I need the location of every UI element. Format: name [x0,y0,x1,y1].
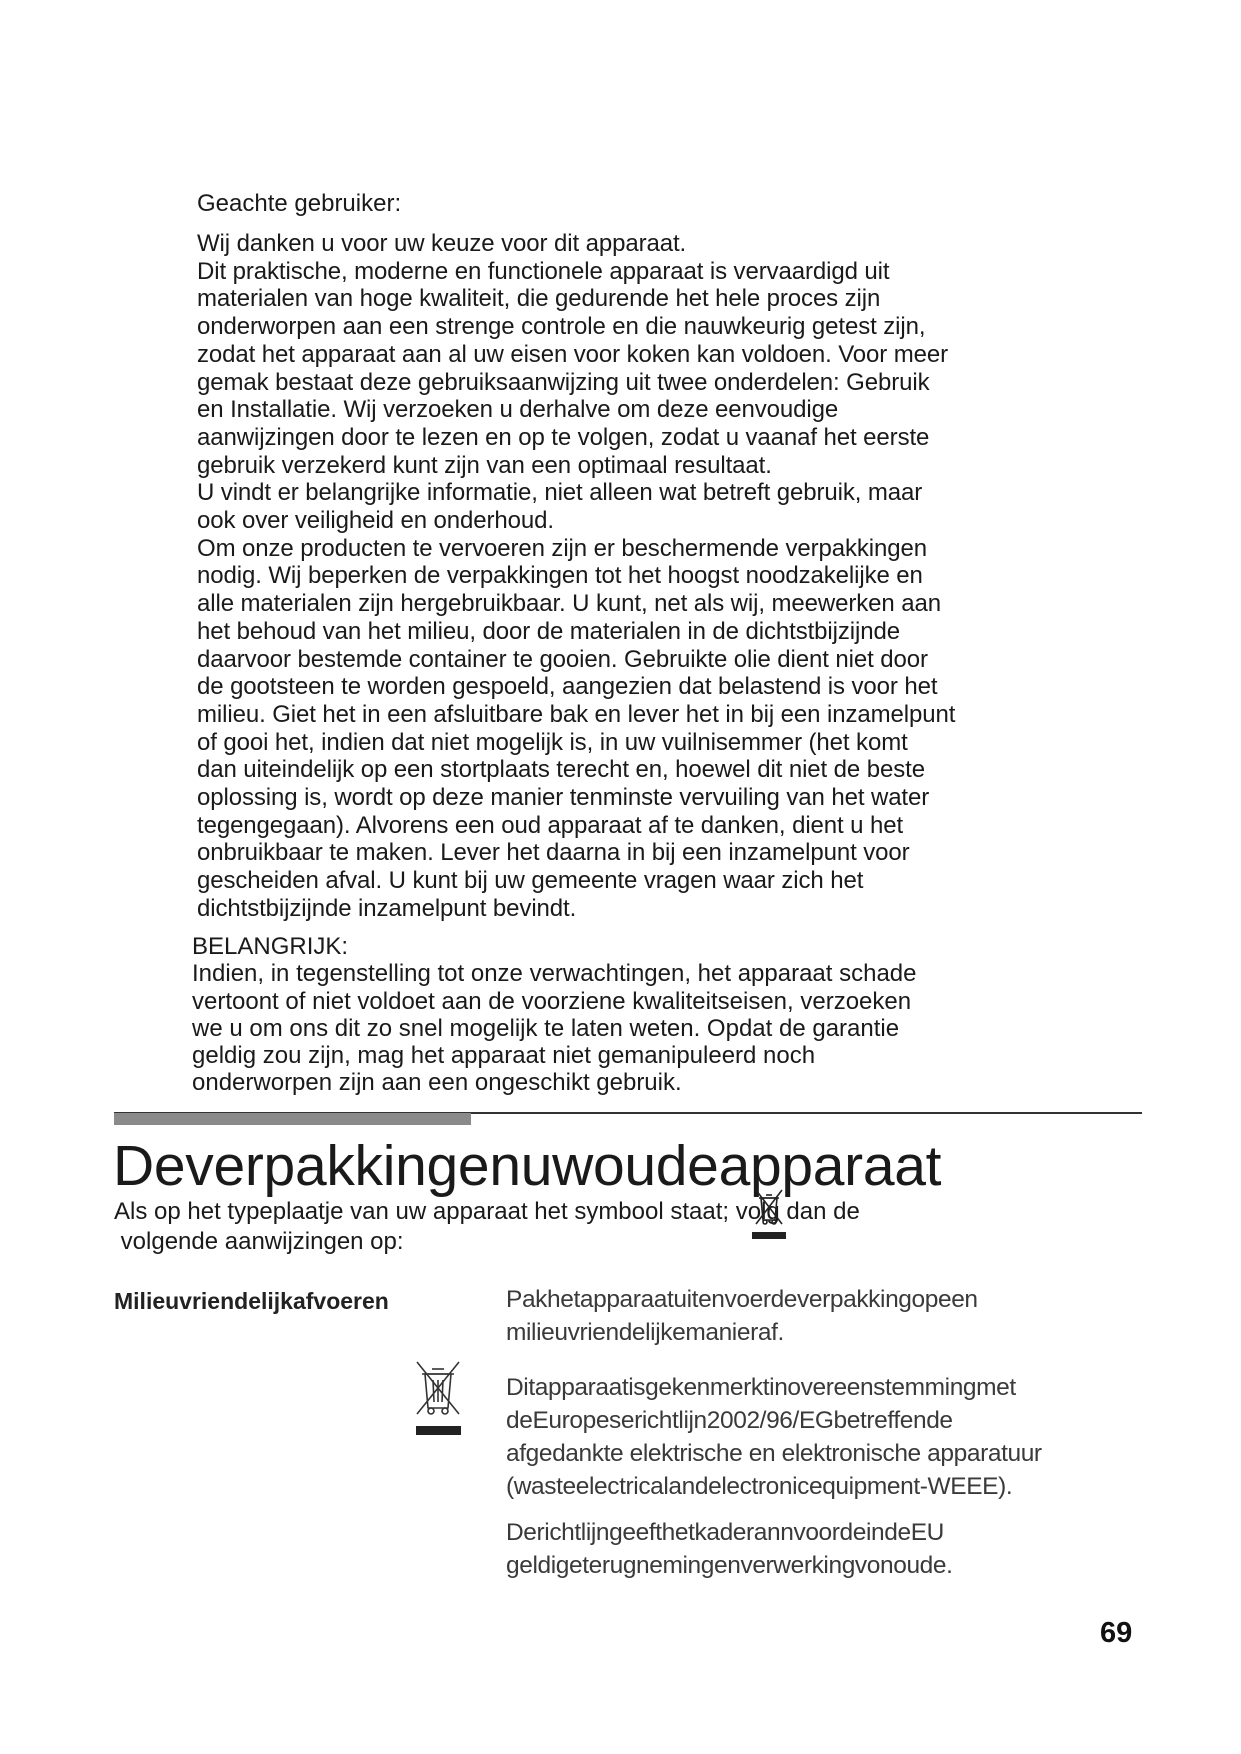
letter-line: ook over veiligheid en onderhoud. [197,507,554,535]
letter-line: onbruikbaar te maken. Lever het daarna in bij een inzamelpunt voor [197,839,910,867]
paragraph-line: deEuropeserichtlijn2002/96/EGbetreffende [506,1407,953,1434]
important-line: Indien, in tegenstelling tot onze verwachtingen, het apparaat schade [192,960,917,988]
section-title: Deverpakkingenuwoudeapparaat [113,1134,942,1198]
letter-line: of gooi het, indien dat niet mogelijk is, in uw vuilnisemmer (het komt [197,728,908,756]
letter-line: gemak bestaat deze gebruiksaanwijzing uit twee onderdelen: Gebruik [197,368,930,396]
letter-line: en Installatie. Wij verzoeken u derhalve om deze eenvoudige [197,396,839,424]
letter-line: Dit praktische, moderne en functionele apparaat is vervaardigd uit [197,257,890,285]
letter-line: Wij danken u voor uw keuze voor dit apparaat. [197,230,687,257]
paragraph-weee [506,1371,1042,1503]
weee-crossed-bin-icon [413,1360,463,1438]
letter-body [197,230,955,923]
important-heading: BELANGRIJK: [192,933,349,960]
weee-crossed-bin-icon [750,1188,786,1242]
paragraph-line: Pakhetapparaatuitenvoerdeverpakkingopeen [506,1286,978,1313]
letter-line: gebruik verzekerd kunt zijn van een optimaal resultaat. [197,451,772,479]
paragraph-line: (wasteelectricalandelectronicequipment-WEEE). [506,1473,1013,1500]
intro-line: Als op het typeplaatje van uw apparaat het symbool staat; volg dan de [114,1198,860,1225]
paragraph-line: afgedankte elektrische en elektronische apparatuur [506,1440,1042,1467]
letter-line: onderworpen aan een strenge controle en die nauwkeurig getest zijn, [197,313,926,341]
paragraph-line: DerichtlijngeefthetkaderannvoordeindeEU [506,1519,944,1546]
letter-line: materialen van hoge kwaliteit, die gedurende het hele proces zijn [197,285,881,313]
letter-line: alle materialen zijn hergebruikbaar. U kunt, net als wij, meewerken aan [197,590,941,618]
letter-line: het behoud van het milieu, door de materialen in de dichtstbijzijnde [197,617,900,645]
letter-line: Om onze producten te vervoeren zijn er beschermende verpakkingen [197,534,928,562]
letter-line: oplossing is, wordt op deze manier tenminste vervuiling van het water [197,784,930,812]
important-notice [192,933,917,1097]
important-line: we u om ons dit zo snel mogelijk te laten weten. Opdat de garantie [192,1014,900,1042]
letter-line: gescheiden afval. U kunt bij uw gemeente vragen waar zich het [197,867,864,895]
letter-line: U vindt er belangrijke informatie, niet alleen wat betreft gebruik, maar [197,479,923,507]
paragraph-line: geldigeterugnemingenverwerkingvonoude. [506,1552,953,1579]
intro-line: volgende aanwijzingen op: [114,1228,404,1255]
letter-line: aanwijzingen door te lezen en op te volgen, zodat u vaanaf het eerste [197,423,930,451]
letter-line: milieu. Giet het in een afsluitbare bak en lever het in bij een inzamelpunt [197,700,956,728]
important-line: geldig zou zijn, mag het apparaat niet gemanipuleerd noch [192,1042,816,1070]
letter-line: daarvoor bestemde container te gooien. Gebruikte olie dient niet door [197,645,928,673]
letter-line: de gootsteen te worden gespoeld, aangezien dat belastend is voor het [197,673,938,701]
section-divider-accent [114,1113,471,1125]
letter-line: dan uiteindelijk op een stortplaats terecht en, hoewel dit niet de beste [197,756,925,784]
section-intro [114,1197,860,1257]
paragraph-line: milieuvriendelijkemanieraf. [506,1319,784,1346]
side-label: Milieuvriendelijkafvoeren [114,1288,389,1314]
greeting: Geachte gebruiker: [197,190,402,217]
paragraph-directive [506,1516,953,1582]
important-line: onderworpen zijn aan een ongeschikt gebruik. [192,1069,682,1097]
paragraph-line: Ditapparaatisgekenmerktinovereenstemmingmet [506,1374,1016,1401]
letter-line: zodat het apparaat aan al uw eisen voor koken kan voldoen. Voor meer [197,340,949,368]
letter-line: tegengegaan). Alvorens een oud apparaat af te danken, dient u het [197,811,904,839]
paragraph-packaging [506,1283,978,1349]
letter-line: nodig. Wij beperken de verpakkingen tot het hoogst noodzakelijke en [197,562,923,590]
letter-line: dichtstbijzijnde inzamelpunt bevindt. [197,894,577,922]
page-number: 69 [1100,1617,1133,1649]
important-line: vertoont of niet voldoet aan de voorziene kwaliteitseisen, verzoeken [192,987,912,1015]
